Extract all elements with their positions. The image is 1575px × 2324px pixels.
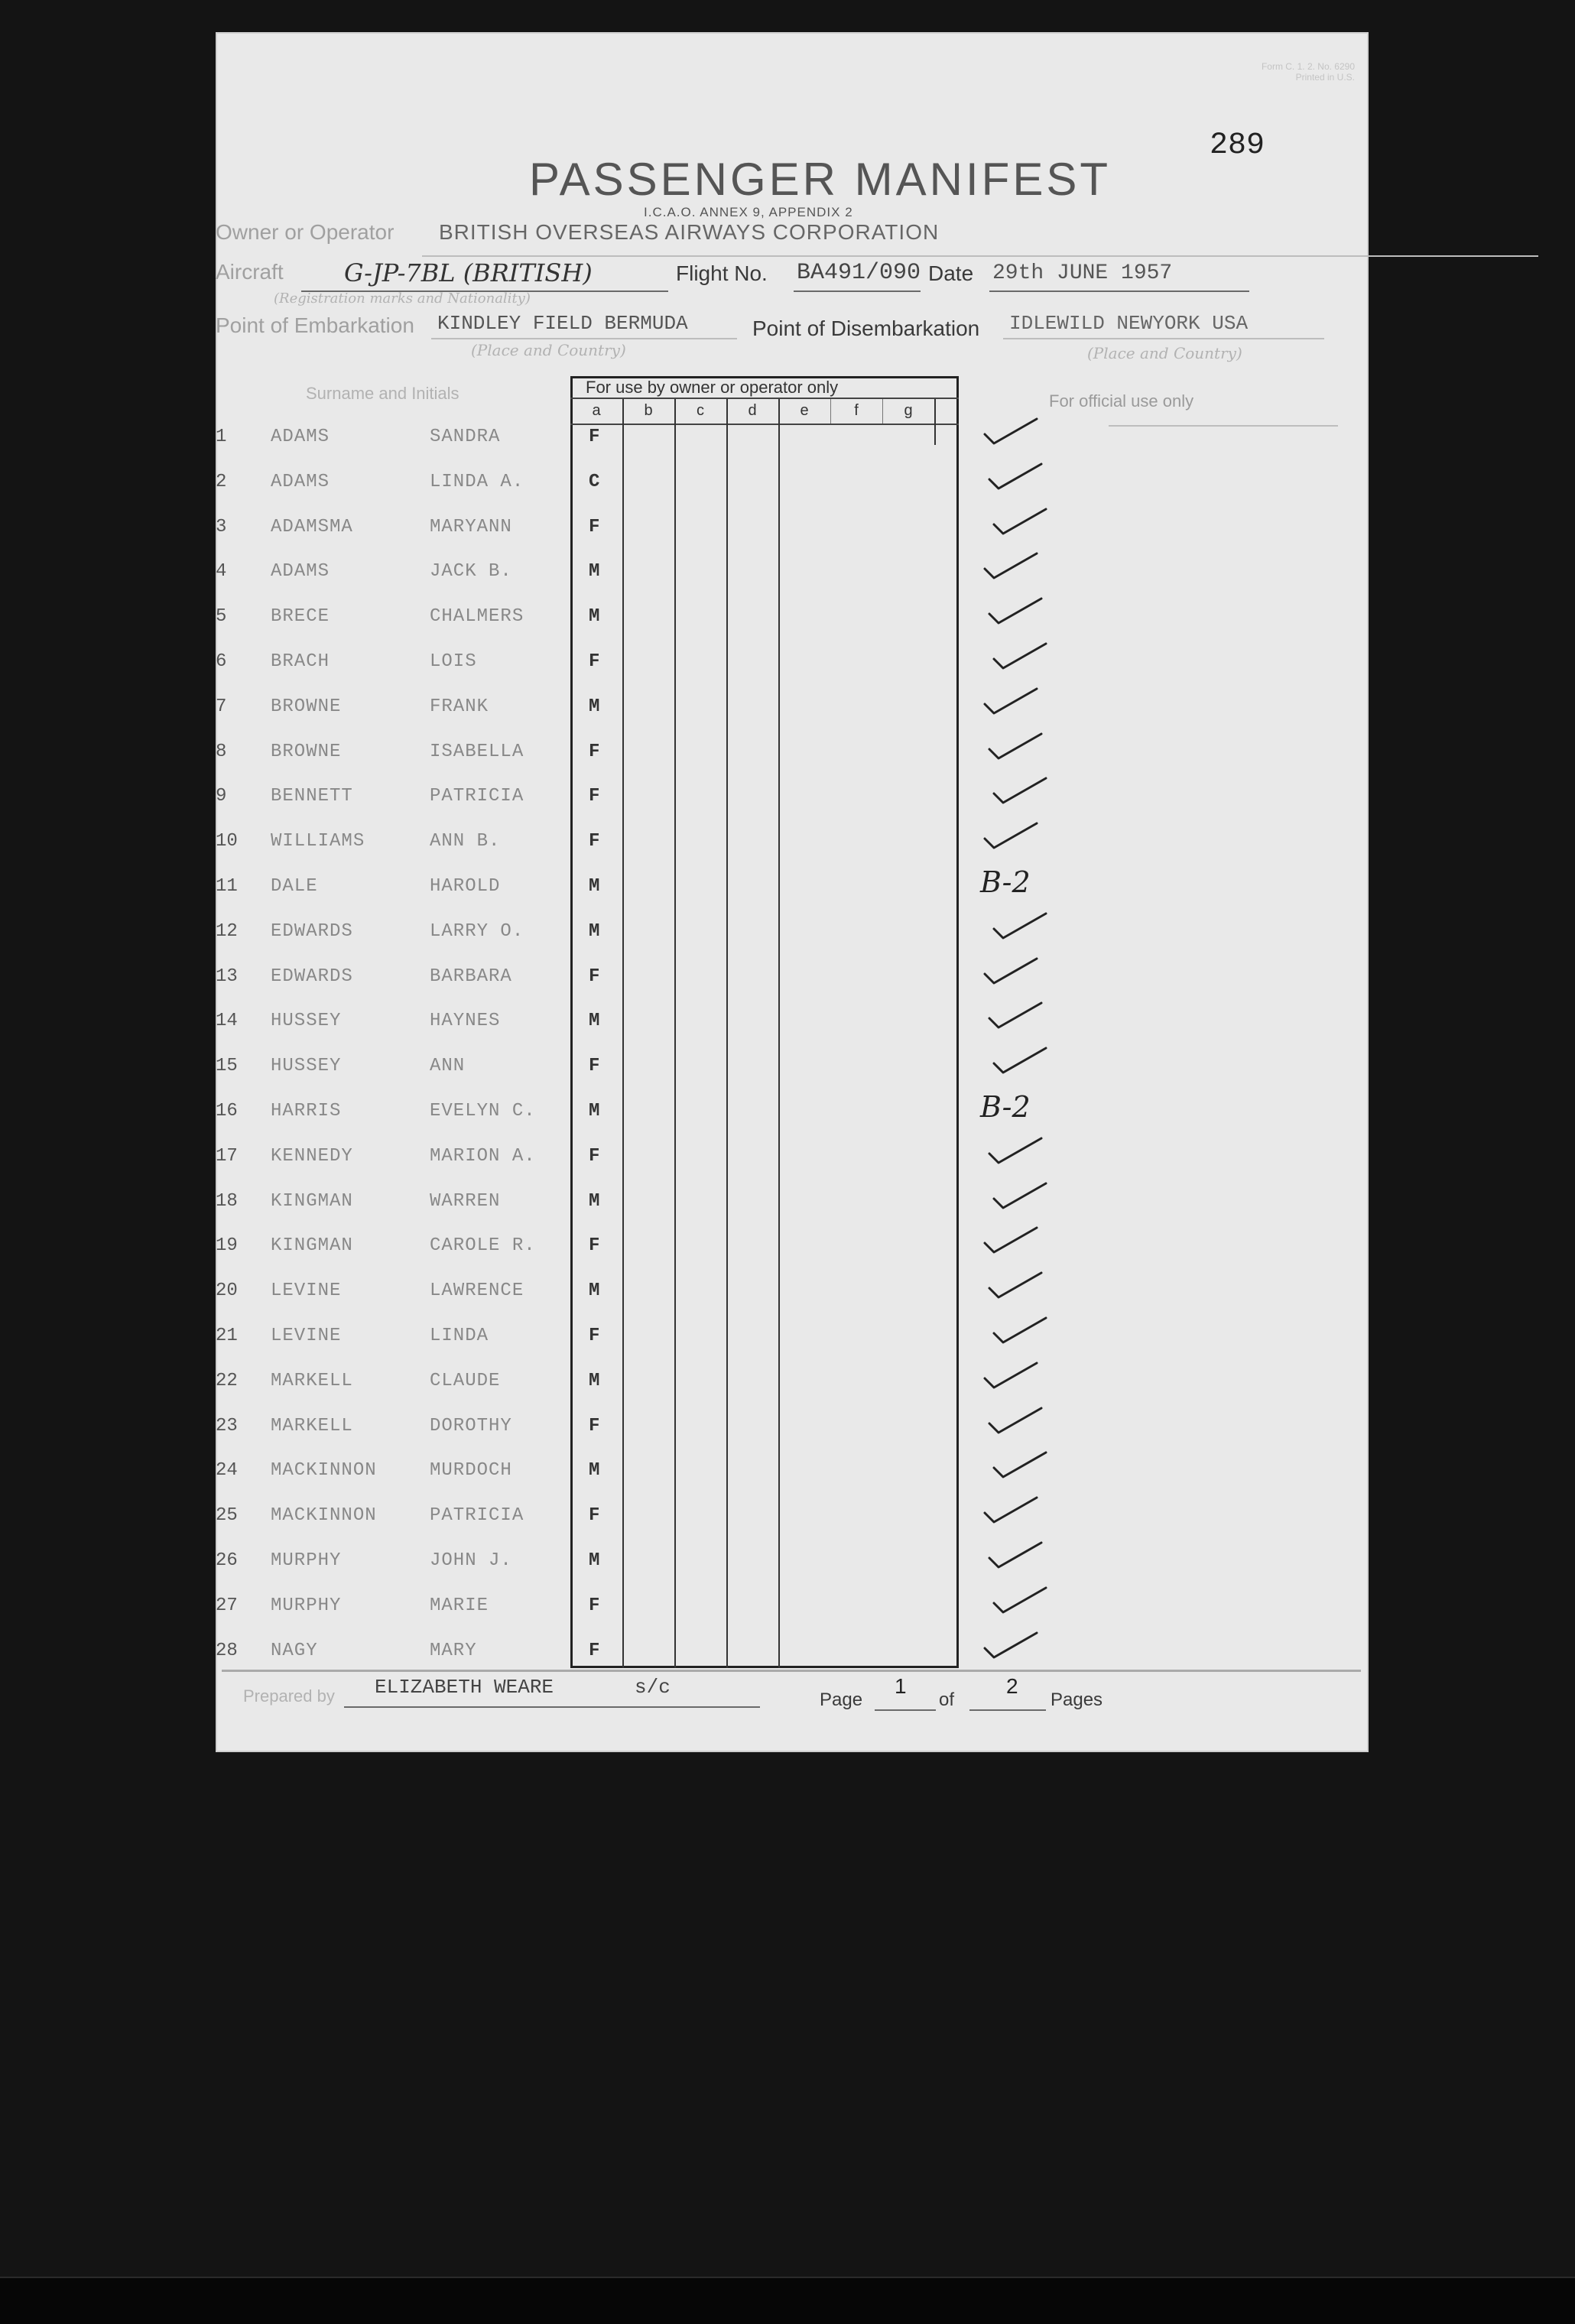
embarkation-caption: (Place and Country) — [471, 341, 626, 359]
official-check-mark-icon — [980, 549, 1041, 586]
row-number: 9 — [216, 786, 227, 807]
passenger-surname: MARKELL — [271, 1416, 353, 1436]
passenger-surname: KINGMAN — [271, 1235, 353, 1256]
row-number: 13 — [216, 966, 238, 987]
column-letter-g: g — [904, 402, 913, 419]
passenger-surname: ADAMS — [271, 472, 330, 492]
official-check-mark-icon — [989, 1583, 1051, 1621]
official-check-mark-icon — [980, 1358, 1041, 1396]
total-pages-underline — [969, 1709, 1046, 1711]
stamp-line-1: Form C. 1. 2. No. 6290 — [1261, 61, 1355, 72]
column-letter-d: d — [748, 402, 757, 419]
of-label: of — [939, 1689, 955, 1710]
page-underline — [875, 1709, 936, 1711]
owner-use-table-frame — [570, 376, 959, 1668]
official-check-mark-icon — [985, 1268, 1046, 1306]
owner-label: Owner or Operator — [216, 220, 395, 244]
column-divider-b — [674, 399, 676, 1668]
passenger-given-name: MARIE — [430, 1595, 489, 1616]
passenger-surname: WILLIAMS — [271, 831, 365, 852]
passenger-surname: NAGY — [271, 1641, 318, 1661]
passenger-sex-code: F — [589, 1416, 600, 1436]
passenger-sex-code: F — [589, 1595, 600, 1616]
passenger-surname: ADAMS — [271, 561, 330, 582]
row-number: 7 — [216, 696, 227, 717]
form-stamp — [1156, 61, 1355, 83]
column-letter-divider — [570, 424, 959, 425]
passenger-given-name: CLAUDE — [430, 1371, 501, 1391]
passenger-given-name: MARY — [430, 1641, 477, 1661]
flight-underline — [794, 290, 921, 292]
row-number: 4 — [216, 561, 227, 582]
row-number: 6 — [216, 651, 227, 672]
row-number: 14 — [216, 1011, 238, 1031]
owner-underline — [422, 255, 1538, 257]
page-subtitle: I.C.A.O. ANNEX 9, APPENDIX 2 — [644, 205, 853, 219]
passenger-given-name: LAWRENCE — [430, 1280, 524, 1301]
column-divider-d — [778, 399, 780, 1668]
row-number: 10 — [216, 831, 238, 852]
row-number: 19 — [216, 1235, 238, 1256]
passenger-sex-code: F — [589, 517, 600, 537]
column-divider-f — [882, 399, 883, 424]
column-divider-g — [934, 399, 936, 445]
page-label: Page — [820, 1689, 863, 1710]
passenger-given-name: HAYNES — [430, 1011, 501, 1031]
row-number: 25 — [216, 1505, 238, 1526]
aircraft-caption: (Registration marks and Nationality) — [274, 290, 531, 307]
passenger-given-name: CHALMERS — [430, 606, 524, 627]
owner-value: BRITISH OVERSEAS AIRWAYS CORPORATION — [439, 220, 940, 244]
passenger-given-name: ISABELLA — [430, 742, 524, 762]
column-letter-c: c — [697, 402, 704, 419]
official-check-mark-icon — [985, 459, 1046, 497]
official-check-mark-icon — [980, 1628, 1041, 1666]
passenger-sex-code: F — [589, 1056, 600, 1076]
disembarkation-value: IDLEWILD NEWYORK USA — [1009, 312, 1249, 335]
official-note: B-2 — [980, 1090, 1031, 1124]
passenger-given-name: PATRICIA — [430, 1505, 524, 1526]
passenger-surname: BROWNE — [271, 696, 342, 717]
passenger-sex-code: F — [589, 651, 600, 672]
passenger-sex-code: M — [589, 606, 600, 627]
header-divider — [570, 398, 959, 399]
official-check-mark-icon — [985, 998, 1046, 1036]
passenger-sex-code: F — [589, 966, 600, 987]
row-number: 26 — [216, 1550, 238, 1571]
column-letter-e: e — [800, 402, 809, 419]
flight-label: Flight No. — [676, 261, 768, 285]
official-check-mark-icon — [989, 1448, 1051, 1485]
date-underline — [989, 290, 1249, 292]
passenger-sex-code: M — [589, 1011, 600, 1031]
column-letter-a: a — [592, 402, 601, 419]
passenger-surname: MACKINNON — [271, 1460, 377, 1481]
passenger-sex-code: F — [589, 1326, 600, 1346]
passenger-surname: BENNETT — [271, 786, 353, 807]
passenger-sex-code: M — [589, 1371, 600, 1391]
row-number: 16 — [216, 1101, 238, 1121]
passenger-surname: MURPHY — [271, 1595, 342, 1616]
row-number: 15 — [216, 1056, 238, 1076]
passenger-given-name: DOROTHY — [430, 1416, 512, 1436]
official-note: B-2 — [980, 865, 1031, 899]
page-number: 289 — [1210, 128, 1265, 163]
row-number: 28 — [216, 1641, 238, 1661]
column-divider-c — [726, 399, 728, 1668]
passenger-given-name: WARREN — [430, 1191, 501, 1212]
row-number: 18 — [216, 1191, 238, 1212]
passenger-given-name: CAROLE R. — [430, 1235, 536, 1256]
passenger-sex-code: F — [589, 1146, 600, 1167]
row-number: 5 — [216, 606, 227, 627]
column-divider-a — [622, 399, 624, 1668]
prepared-by-value: ELIZABETH WEARE — [375, 1676, 554, 1699]
passenger-sex-code: M — [589, 696, 600, 717]
passenger-sex-code: M — [589, 1550, 600, 1571]
passenger-surname: MARKELL — [271, 1371, 353, 1391]
disembarkation-underline — [1003, 338, 1324, 339]
passenger-sex-code: M — [589, 1191, 600, 1212]
official-check-mark-icon — [985, 1134, 1046, 1171]
passenger-given-name: JOHN J. — [430, 1550, 512, 1571]
row-number: 22 — [216, 1371, 238, 1391]
official-check-mark-icon — [980, 819, 1041, 856]
column-divider-e — [830, 399, 831, 424]
passenger-surname: HUSSEY — [271, 1011, 342, 1031]
prepared-by-suffix: s/c — [635, 1676, 671, 1699]
passenger-sex-code: M — [589, 921, 600, 942]
passenger-surname: EDWARDS — [271, 921, 353, 942]
scan-bottom-band — [0, 2278, 1575, 2324]
stamp-line-2: Printed in U.S. — [1295, 72, 1355, 83]
passenger-surname: KINGMAN — [271, 1191, 353, 1212]
passenger-surname: ADAMSMA — [271, 517, 353, 537]
passenger-sex-code: F — [589, 427, 600, 447]
aircraft-label: Aircraft — [216, 260, 284, 284]
passenger-given-name: LOIS — [430, 651, 477, 672]
passenger-surname: MACKINNON — [271, 1505, 377, 1526]
passenger-given-name: FRANK — [430, 696, 489, 717]
official-check-mark-icon — [980, 414, 1041, 452]
prepared-by-underline — [344, 1706, 760, 1708]
official-check-mark-icon — [985, 1538, 1046, 1576]
official-check-mark-icon — [985, 729, 1046, 767]
total-pages-value: 2 — [1006, 1674, 1018, 1698]
column-letter-f: f — [854, 402, 859, 419]
passenger-given-name: PATRICIA — [430, 786, 524, 807]
passenger-sex-code: M — [589, 1280, 600, 1301]
official-check-mark-icon — [980, 684, 1041, 722]
passenger-given-name: ANN — [430, 1056, 466, 1076]
passenger-surname: EDWARDS — [271, 966, 353, 987]
disembarkation-label: Point of Disembarkation — [752, 316, 980, 340]
passenger-given-name: JACK B. — [430, 561, 512, 582]
passenger-given-name: LARRY O. — [430, 921, 524, 942]
passenger-given-name: EVELYN C. — [430, 1101, 536, 1121]
page-title: PASSENGER MANIFEST — [529, 154, 1112, 205]
row-number: 17 — [216, 1146, 238, 1167]
row-number: 8 — [216, 742, 227, 762]
row-number: 27 — [216, 1595, 238, 1616]
passenger-given-name: MARYANN — [430, 517, 512, 537]
date-value: 29th JUNE 1957 — [992, 261, 1173, 285]
passenger-surname: LEVINE — [271, 1280, 342, 1301]
official-use-underline — [1109, 425, 1338, 427]
passenger-sex-code: M — [589, 1460, 600, 1481]
embarkation-label: Point of Embarkation — [216, 313, 414, 337]
pages-label: Pages — [1051, 1689, 1103, 1710]
passenger-surname: BRACH — [271, 651, 330, 672]
passenger-sex-code: F — [589, 1641, 600, 1661]
official-check-mark-icon — [989, 1313, 1051, 1351]
passenger-sex-code: F — [589, 1235, 600, 1256]
passenger-sex-code: M — [589, 1101, 600, 1121]
passenger-given-name: HAROLD — [430, 876, 501, 897]
passenger-surname: KENNEDY — [271, 1146, 353, 1167]
passenger-given-name: LINDA — [430, 1326, 489, 1346]
row-number: 24 — [216, 1460, 238, 1481]
passenger-surname: ADAMS — [271, 427, 330, 447]
passenger-sex-code: F — [589, 742, 600, 762]
passenger-sex-code: F — [589, 1505, 600, 1526]
passenger-surname: DALE — [271, 876, 318, 897]
passenger-given-name: SANDRA — [430, 427, 501, 447]
row-number: 20 — [216, 1280, 238, 1301]
passenger-given-name: ANN B. — [430, 831, 501, 852]
passenger-sex-code: F — [589, 786, 600, 807]
passenger-sex-code: M — [589, 561, 600, 582]
embarkation-underline — [431, 338, 737, 339]
passenger-surname: HUSSEY — [271, 1056, 342, 1076]
passenger-given-name: LINDA A. — [430, 472, 524, 492]
official-use-header: For official use only — [1049, 391, 1194, 411]
passenger-given-name: MURDOCH — [430, 1460, 512, 1481]
official-check-mark-icon — [980, 954, 1041, 992]
passenger-sex-code: C — [589, 472, 600, 492]
official-check-mark-icon — [980, 1493, 1041, 1530]
official-check-mark-icon — [989, 1044, 1051, 1081]
row-number: 21 — [216, 1326, 238, 1346]
passenger-surname: BROWNE — [271, 742, 342, 762]
row-number: 11 — [216, 876, 238, 897]
row-number: 1 — [216, 427, 227, 447]
prepared-by-label: Prepared by — [243, 1686, 335, 1706]
row-number: 12 — [216, 921, 238, 942]
surname-column-header: Surname and Initials — [306, 384, 460, 403]
manifest-sheet — [216, 32, 1369, 1752]
flight-value: BA491/090 — [797, 260, 921, 286]
passenger-surname: LEVINE — [271, 1326, 342, 1346]
row-number: 23 — [216, 1416, 238, 1436]
column-letter-b: b — [644, 402, 653, 419]
page-value: 1 — [895, 1674, 907, 1698]
disembarkation-caption: (Place and Country) — [1087, 344, 1242, 362]
date-label: Date — [928, 261, 974, 285]
passenger-sex-code: F — [589, 831, 600, 852]
embarkation-value: KINDLEY FIELD BERMUDA — [437, 312, 688, 335]
official-check-mark-icon — [989, 909, 1051, 946]
passenger-given-name: BARBARA — [430, 966, 512, 987]
row-number: 3 — [216, 517, 227, 537]
passenger-given-name: MARION A. — [430, 1146, 536, 1167]
official-check-mark-icon — [989, 505, 1051, 542]
owner-use-header: For use by owner or operator only — [586, 378, 839, 397]
official-check-mark-icon — [980, 1223, 1041, 1261]
aircraft-value: G-JP-7BL (BRITISH) — [344, 258, 593, 287]
passenger-surname: HARRIS — [271, 1101, 342, 1121]
passenger-surname: BRECE — [271, 606, 330, 627]
footer-divider — [222, 1670, 1361, 1672]
official-check-mark-icon — [989, 774, 1051, 811]
official-check-mark-icon — [989, 639, 1051, 677]
official-check-mark-icon — [985, 1404, 1046, 1441]
official-check-mark-icon — [989, 1179, 1051, 1216]
row-number: 2 — [216, 472, 227, 492]
passenger-surname: MURPHY — [271, 1550, 342, 1571]
passenger-sex-code: M — [589, 876, 600, 897]
official-check-mark-icon — [985, 594, 1046, 631]
